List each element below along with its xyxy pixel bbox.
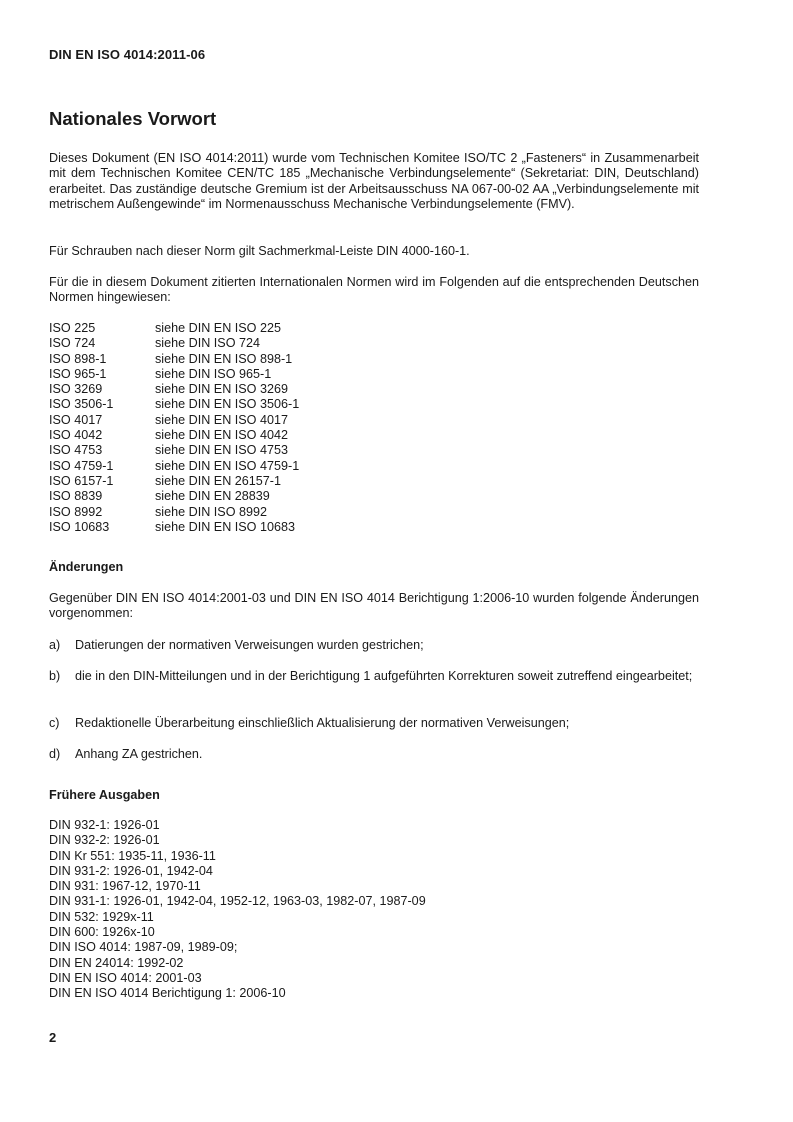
aenderungen-intro: Gegenüber DIN EN ISO 4014:2001-03 und DIN EN ISO 4014 Berichtigung 1:2006-10 wurden folgende Änderungen vorgenommen: <box>49 591 699 621</box>
din-reference: siehe DIN EN ISO 3506-1 <box>155 397 300 412</box>
list-item-text: die in den DIN-Mitteilungen und in der Berichtigung 1 aufgeführten Korrekturen soweit zutreffend eingearbeitet; <box>75 669 693 683</box>
din-reference: siehe DIN EN ISO 898-1 <box>155 351 293 366</box>
din-reference: siehe DIN EN 28839 <box>155 489 270 504</box>
din-reference: siehe DIN ISO 8992 <box>155 504 268 519</box>
edition-entry: DIN EN ISO 4014 Berichtigung 1: 2006-10 <box>49 986 286 1001</box>
list-marker: a) <box>49 638 61 652</box>
reference-list <box>49 321 699 535</box>
edition-entry: DIN 932-1: 1926-01 <box>49 818 160 832</box>
reference-intro-paragraph: Für die in diesem Dokument zitierten Internationalen Normen wird im Folgenden auf die entsprechenden Deutschen Normen hingewiesen: <box>49 275 699 305</box>
din-reference: siehe DIN EN ISO 10683 <box>155 519 296 534</box>
aenderungen-heading: Änderungen <box>49 560 124 574</box>
reference-row <box>49 505 699 520</box>
list-marker: c) <box>49 716 60 730</box>
reference-row <box>49 428 699 443</box>
iso-reference: ISO 898-1 <box>49 351 107 366</box>
reference-row <box>49 459 699 474</box>
list-item <box>49 638 699 653</box>
din-reference: siehe DIN EN ISO 4017 <box>155 412 288 427</box>
iso-reference: ISO 8839 <box>49 489 103 504</box>
din-reference: siehe DIN EN ISO 4753 <box>155 443 288 458</box>
iso-reference: ISO 8992 <box>49 504 103 519</box>
reference-row <box>49 489 699 504</box>
list-item-text: Datierungen der normativen Verweisungen wurden gestrichen; <box>75 638 424 652</box>
list-item-text: Redaktionelle Überarbeitung einschließlich Aktualisierung der normativen Verweisungen; <box>75 716 570 730</box>
reference-row <box>49 352 699 367</box>
din-reference: siehe DIN ISO 724 <box>155 336 260 351</box>
iso-reference: ISO 225 <box>49 321 96 335</box>
din-reference: siehe DIN EN 26157-1 <box>155 473 282 488</box>
reference-row <box>49 367 699 382</box>
edition-entry: DIN 931-2: 1926-01, 1942-04 <box>49 863 213 878</box>
iso-reference: ISO 6157-1 <box>49 473 114 488</box>
edition-entry: DIN 932-2: 1926-01 <box>49 833 160 848</box>
edition-entry: DIN 931: 1967-12, 1970-11 <box>49 879 201 894</box>
document-id: DIN EN ISO 4014:2011-06 <box>49 47 206 62</box>
din-reference: siehe DIN EN ISO 4759-1 <box>155 458 300 473</box>
sachmerkmal-paragraph: Für Schrauben nach dieser Norm gilt Sachmerkmal-Leiste DIN 4000-160-1. <box>49 244 470 258</box>
reference-row <box>49 520 699 535</box>
list-marker: b) <box>49 669 61 683</box>
edition-entry: DIN Kr 551: 1935-11, 1936-11 <box>49 848 216 863</box>
reference-row <box>49 474 699 489</box>
iso-reference: ISO 4759-1 <box>49 458 114 473</box>
reference-row <box>49 413 699 428</box>
din-reference: siehe DIN EN ISO 4042 <box>155 428 288 443</box>
iso-reference: ISO 3269 <box>49 382 103 397</box>
list-item <box>49 747 699 762</box>
iso-reference: ISO 4753 <box>49 443 103 458</box>
iso-reference: ISO 4042 <box>49 428 103 443</box>
din-reference: siehe DIN EN ISO 225 <box>155 321 281 335</box>
list-item-text: Anhang ZA gestrichen. <box>75 747 203 761</box>
iso-reference: ISO 3506-1 <box>49 397 114 412</box>
page-title: Nationales Vorwort <box>49 108 217 129</box>
reference-row <box>49 321 699 336</box>
edition-entry: DIN 600: 1926x-10 <box>49 925 155 940</box>
edition-entry: DIN ISO 4014: 1987-09, 1989-09; <box>49 940 238 955</box>
iso-reference: ISO 10683 <box>49 519 110 534</box>
list-marker: d) <box>49 747 61 761</box>
page-number: 2 <box>49 1030 57 1045</box>
edition-entry: DIN EN 24014: 1992-02 <box>49 955 184 970</box>
din-reference: siehe DIN ISO 965-1 <box>155 366 272 381</box>
edition-entry: DIN 532: 1929x-11 <box>49 909 154 924</box>
iso-reference: ISO 965-1 <box>49 366 107 381</box>
list-item <box>49 716 699 731</box>
reference-row <box>49 382 699 397</box>
reference-row <box>49 443 699 458</box>
iso-reference: ISO 724 <box>49 336 96 351</box>
din-reference: siehe DIN EN ISO 3269 <box>155 382 288 397</box>
edition-entry: DIN 931-1: 1926-01, 1942-04, 1952-12, 1963-03, 1982-07, 1987-09 <box>49 894 426 909</box>
reference-row <box>49 336 699 351</box>
editions-list <box>49 818 699 1002</box>
fruehere-ausgaben-heading: Frühere Ausgaben <box>49 788 160 802</box>
edition-entry: DIN EN ISO 4014: 2001-03 <box>49 970 202 985</box>
iso-reference: ISO 4017 <box>49 412 103 427</box>
reference-row <box>49 397 699 412</box>
intro-paragraph: Dieses Dokument (EN ISO 4014:2011) wurde vom Technischen Komitee ISO/TC 2 „Fasteners“ in Zusammenarbeit mit dem Technischen Komitee CEN/TC 185 „Mechanische Verbindungselemente“ (Sekretariat: DIN, Deutschland) erarbeitet. Das zuständige deutsche Gremium ist der Arbeitsausschuss NA 067-00-02 AA „Verbindungselemente mit metrischem Außengewinde“ im Normenausschuss Mechanische Verbindungselemente (FMV). <box>49 151 699 211</box>
list-item <box>49 669 699 684</box>
